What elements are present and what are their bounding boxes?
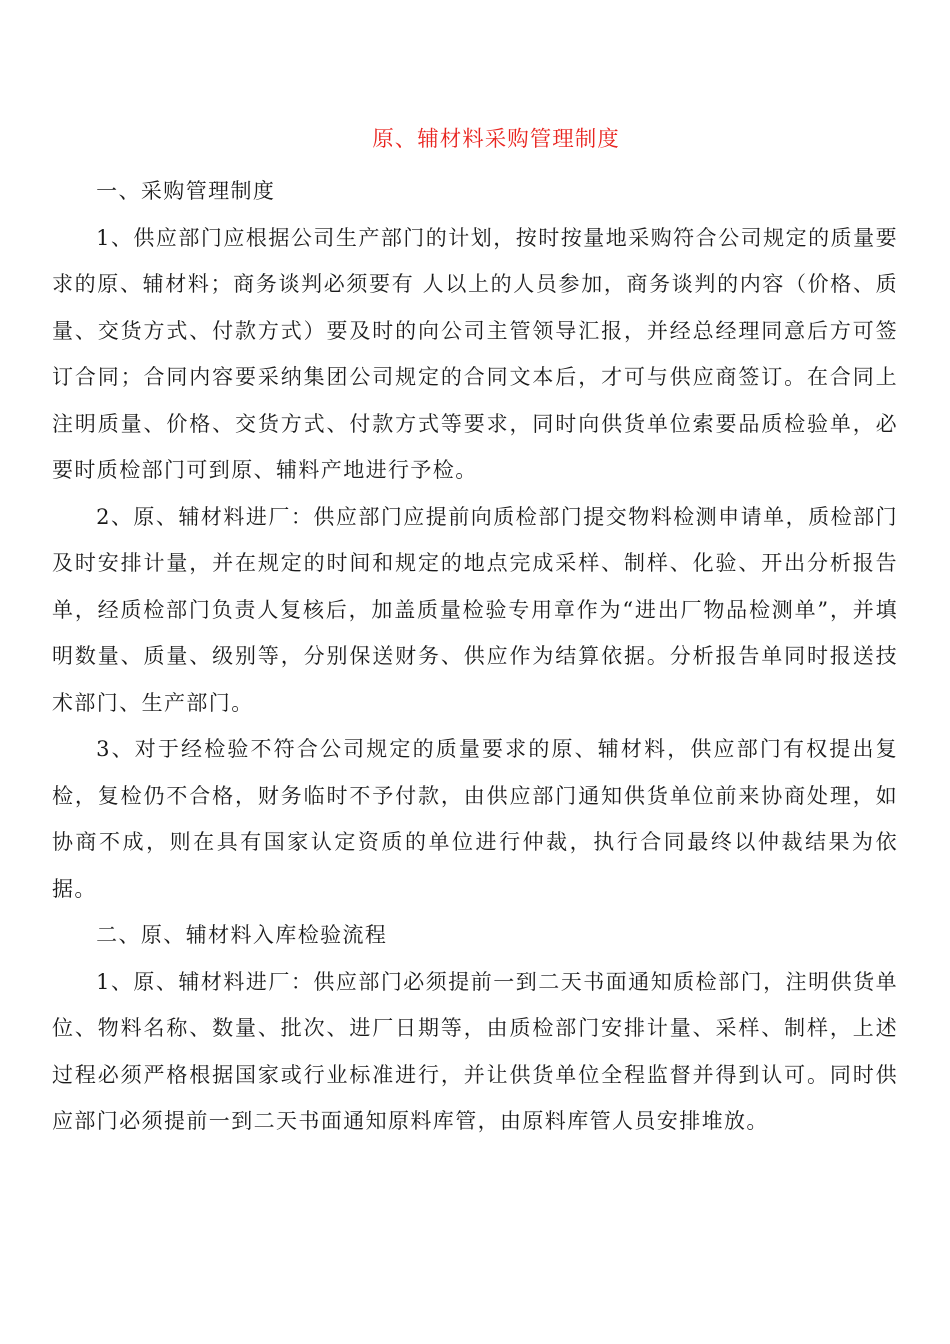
- section-heading-1: 一、采购管理制度: [96, 179, 276, 203]
- section-heading-2: 二、原、辅材料入库检验流程: [96, 923, 388, 947]
- paragraph-1-1: 1、供应部门应根据公司生产部门的计划，按时按量地采购符合公司规定的质量要求的原、辅材料；商务谈判必须要有 人以上的人员参加，商务谈判的内容（价格、质量、交货方式、付款方式）要及时的向公司主管领导汇报，并经总经理同意后方可签订合同；合同内容要采纳集团公司规定的合同文本后，才可与供应商签订。在合同上注明质量、价格、交货方式、付款方式等要求，同时向供货单位索要品质检验单，必要时质检部门可到原、辅料产地进行予检。: [52, 225, 898, 482]
- paragraph-2-1: 1、原、辅材料进厂：供应部门必须提前一到二天书面通知质检部门，注明供货单位、物料名称、数量、批次、进厂日期等，由质检部门安排计量、采样、制样，上述过程必须严格根据国家或行业标准进行，并让供货单位全程监督并得到认可。同时供应部门必须提前一到二天书面通知原料库管，由原料库管人员安排堆放。: [52, 969, 898, 1133]
- paragraph-1-2: 2、原、辅材料进厂：供应部门应提前向质检部门提交物料检测申请单，质检部门及时安排计量，并在规定的时间和规定的地点完成采样、制样、化验、开出分析报告单，经质检部门负责人复核后，加盖质量检验专用章作为“进出厂物品检测单”，并填明数量、质量、级别等，分别保送财务、供应作为结算依据。分析报告单同时报送技术部门、生产部门。: [52, 504, 898, 715]
- document-body: [52, 168, 898, 1145]
- paragraph-1-3: 3、对于经检验不符合公司规定的质量要求的原、辅材料，供应部门有权提出复检，复检仍不合格，财务临时不予付款，由供应部门通知供货单位前来协商处理，如协商不成，则在具有国家认定资质的单位进行仲裁，执行合同最终以仲裁结果为依据。: [52, 737, 898, 901]
- document-title: 原、辅材料采购管理制度: [372, 127, 620, 152]
